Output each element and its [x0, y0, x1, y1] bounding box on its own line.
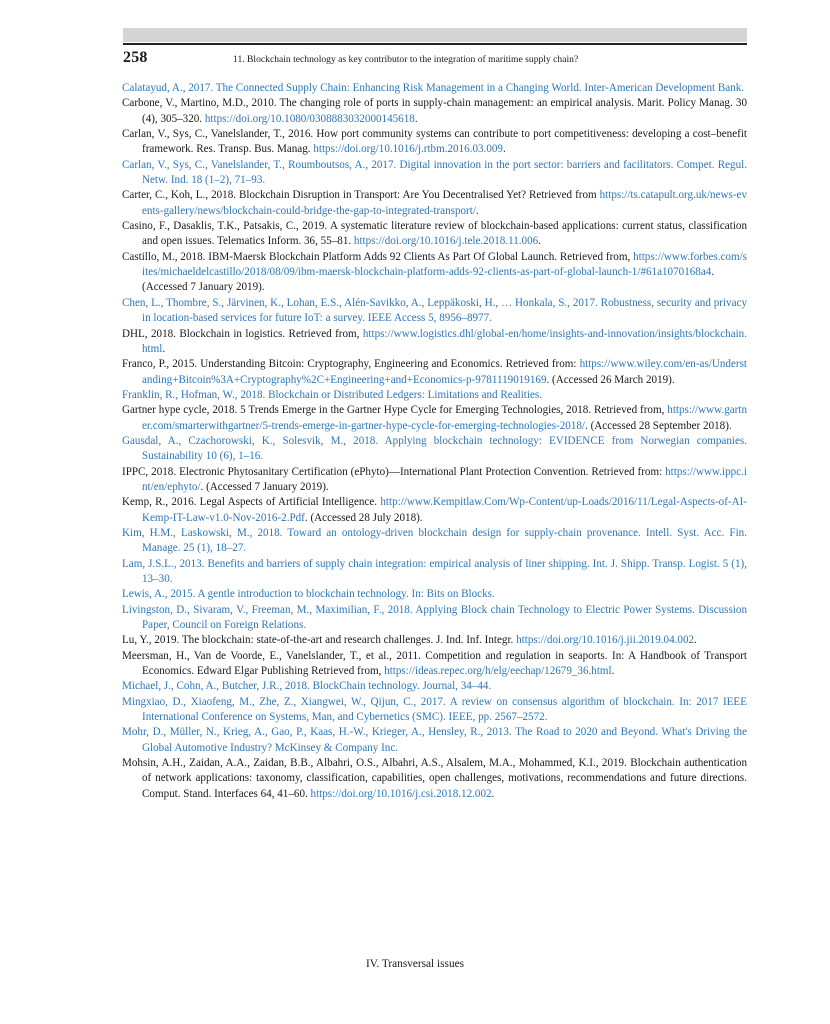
reference-text: Franklin, R., Hofman, W., 2018. Blockchain or Distributed Ledgers: Limitations and Realities. [122, 388, 542, 401]
reference-text: Casino, F., Dasaklis, T.K., Patsakis, C., 2019. A systematic literature review of blockchain-based applications: current status, classification and open issues. Telematics Inform. 36, 55–81. [122, 220, 747, 248]
reference-text: Carbone, V., Martino, M.D., 2010. The changing role of ports in supply-chain management: an empirical analysis. Marit. Policy Manag. 30 (4), 305–320. [122, 97, 747, 125]
reference-text: Carlan, V., Sys, C., Vanelslander, T., 2016. How port community systems can contribute to port competitiveness: developing a cost–benefit framework. Res. Transp. Bus. Manag. [122, 128, 747, 156]
reference-text: Lu, Y., 2019. The blockchain: state-of-the-art and research challenges. J. Ind. Inf. Integr. [122, 634, 517, 647]
reference-suffix: . (Accessed 28 July 2018). [304, 511, 423, 524]
reference-link[interactable]: https://doi.org/10.1016/j.rtbm.2016.03.009 [313, 143, 503, 156]
reference-entry[interactable] [122, 434, 747, 465]
reference-entry[interactable] [122, 158, 747, 189]
reference-link[interactable]: https://doi.org/10.1016/j.csi.2018.12.002 [310, 787, 492, 800]
reference-entry [122, 327, 747, 358]
page-number: 258 [123, 49, 148, 66]
reference-entry [122, 250, 747, 296]
reference-text: Castillo, M., 2018. IBM-Maersk Blockchain Platform Adds 92 Clients As Part Of Global Launch. Retrieved from, [122, 250, 634, 263]
reference-text: Lewis, A., 2015. A gentle introduction to blockchain technology. In: Bits on Blocks. [122, 588, 495, 601]
reference-suffix: . [162, 342, 166, 355]
reference-suffix: . [694, 634, 697, 647]
header-band [123, 28, 747, 42]
reference-text: Michael, J., Cohn, A., Butcher, J.R., 2018. BlockChain technology. Journal, 34–44. [122, 680, 492, 693]
reference-text: Calatayud, A., 2017. The Connected Supply Chain: Enhancing Risk Management in a Changing World. Inter-American Development Bank. [122, 82, 745, 94]
reference-suffix: . (Accessed 28 September 2018). [585, 419, 732, 432]
reference-link[interactable]: https://www.forbes.com/sites/michaeldelcastillo/2018/08/09/ibm-maersk-blockchain-platform-adds-92-clients-as-part-of-global-launch-1/#61a1070168a4 [142, 250, 747, 279]
reference-entry[interactable] [122, 296, 747, 327]
reference-entry [122, 649, 747, 680]
reference-suffix: . [414, 112, 418, 125]
reference-suffix: . [475, 204, 479, 217]
reference-link[interactable]: https://doi.org/10.1016/j.tele.2018.11.006 [353, 235, 539, 248]
reference-entry[interactable] [122, 587, 747, 602]
reference-text: Franco, P., 2015. Understanding Bitcoin: Cryptography, Engineering and Economics. Retrieved from: [122, 358, 580, 371]
reference-entry[interactable] [122, 81, 747, 96]
reference-entry [122, 188, 747, 219]
reference-link[interactable]: https://www.gartner.com/smarterwithgartner/5-trends-emerge-in-gartner-hype-cycle-for-emerging-technologies-2018/ [142, 404, 747, 432]
chapter-title: 11. Blockchain technology as key contributor to the integration of maritime supply chain? [233, 54, 579, 65]
reference-text: Chen, L., Thombre, S., Järvinen, K., Lohan, E.S., Alén-Savikko, A., Leppäkoski, H., … Honkala, S., 2017. Robustness, security and privacy in location-based services for future IoT: a survey. IEEE Access 5, 8956–8977. [122, 296, 747, 325]
reference-entry[interactable] [122, 388, 747, 403]
reference-link[interactable]: http://www.Kempitlaw.Com/Wp-Content/up-Loads/2016/11/Legal-Aspects-of-AI-Kemp-IT-Law-v1.0-Nov-2016-2.Pdf [142, 496, 747, 524]
reference-text: Mingxiao, D., Xiaofeng, M., Zhe, Z., Xiangwei, W., Qijun, C., 2017. A review on consensus algorithm of blockchain. In: 2017 IEEE International Conference on Systems, Man, and Cybernetics (SMC). IEEE, pp. 2567–2572. [122, 695, 747, 724]
reference-text: Mohsin, A.H., Zaidan, A.A., Zaidan, B.B., Albahri, O.S., Albahri, A.S., Alsalem, M.A., Mohammed, K.I., 2019. Blockchain authentication of network applications: taxonomy, classification, capabilities, open challenges, motivations, recommendations and future directions. Comput. Stand. Interfaces 64, 41–60. [122, 757, 747, 800]
reference-text: DHL, 2018. Blockchain in logistics. Retrieved from, [122, 327, 363, 340]
reference-entry[interactable] [122, 695, 747, 726]
reference-entry [122, 219, 747, 250]
reference-entry [122, 357, 747, 388]
reference-suffix: . [502, 143, 506, 156]
reference-list [122, 81, 747, 802]
reference-entry[interactable] [122, 526, 747, 557]
reference-text: Kemp, R., 2016. Legal Aspects of Artificial Intelligence. [122, 496, 381, 509]
reference-suffix: . (Accessed 7 January 2019). [142, 266, 715, 294]
reference-text: Gausdal, A., Czachorowski, K., Solesvik, M., 2018. Applying blockchain technology: EVIDENCE from Norwegian companies. Sustainability 10 (6), 1–16. [122, 434, 747, 463]
reference-text: Meersman, H., Van de Voorde, E., Vanelslander, T., et al., 2011. Competition and regulation in seaports. In: A Handbook of Transport Economics. Edward Elgar Publishing Retrieved from, [122, 649, 747, 678]
reference-link[interactable]: https://www.ippc.int/en/ephyto/ [142, 465, 747, 493]
reference-entry [122, 495, 747, 526]
reference-entry [122, 96, 747, 127]
reference-text: Kim, H.M., Laskowski, M., 2018. Toward an ontology-driven blockchain design for supply-chain provenance. Intell. Syst. Acc. Fin. Manage. 25 (1), 18–27. [122, 526, 747, 555]
reference-link[interactable]: https://www.logistics.dhl/global-en/home/insights-and-innovation/insights/blockchain.html [142, 327, 747, 355]
reference-suffix: . [538, 235, 541, 248]
reference-link[interactable]: https://ideas.repec.org/h/elg/eechap/12679_36.html [384, 665, 612, 678]
reference-entry[interactable] [122, 603, 747, 634]
reference-suffix: . [611, 665, 615, 678]
reference-text: Lam, J.S.L., 2013. Benefits and barriers of supply chain integration: empirical analysis of liner shipping. Int. J. Shipp. Transp. Logist. 5 (1), 13–30. [122, 557, 747, 585]
reference-suffix: . [491, 787, 495, 800]
reference-entry[interactable] [122, 557, 747, 588]
reference-entry [122, 465, 747, 496]
reference-text: Mohr, D., Müller, N., Krieg, A., Gao, P., Kaas, H.-W., Krieger, A., Hensley, R., 2013. The Road to 2020 and Beyond. What's Driving the Global Automotive Industry? McKinsey & Company Inc. [122, 726, 747, 754]
header-rule [123, 43, 747, 45]
reference-entry[interactable] [122, 679, 747, 694]
reference-entry [122, 756, 747, 802]
reference-link[interactable]: https://www.wiley.com/en-as/Understanding+Bitcoin%3A+Cryptography%2C+Engineering+and+Economics-p-9781119019169 [142, 358, 747, 386]
reference-suffix: . (Accessed 7 January 2019). [200, 480, 329, 493]
reference-text: Livingston, D., Sivaram, V., Freeman, M., Maximilian, F., 2018. Applying Block chain Technology to Electric Power Systems. Discussion Paper, Council on Foreign Relations. [122, 603, 747, 632]
reference-link[interactable]: https://doi.org/10.1016/j.jii.2019.04.002 [516, 634, 695, 647]
reference-entry[interactable] [122, 725, 747, 756]
reference-text: IPPC, 2018. Electronic Phytosanitary Certification (ePhyto)—International Plant Protection Convention. Retrieved from: [122, 465, 666, 478]
reference-entry [122, 127, 747, 158]
reference-text: Carter, C., Koh, L., 2018. Blockchain Disruption in Transport: Are You Decentralised Yet? Retrieved from [122, 189, 600, 202]
footer-section-label: IV. Transversal issues [365, 958, 465, 970]
reference-link[interactable]: https://ts.catapult.org.uk/news-events-gallery/news/blockchain-could-bridge-the-gap-to-integrated-transport/ [142, 189, 747, 217]
reference-text: Gartner hype cycle, 2018. 5 Trends Emerge in the Gartner Hype Cycle for Emerging Technologies, 2018. Retrieved from, [122, 404, 668, 417]
reference-text: Carlan, V., Sys, C., Vanelslander, T., Roumboutsos, A., 2017. Digital innovation in the port sector: barriers and facilitators. Compet. Regul. Netw. Ind. 18 (1–2), 71–93. [122, 158, 747, 187]
reference-entry [122, 403, 747, 434]
reference-entry [122, 633, 747, 648]
reference-suffix: . (Accessed 26 March 2019). [546, 373, 675, 386]
reference-link[interactable]: https://doi.org/10.1080/0308883032000145618 [204, 112, 415, 125]
